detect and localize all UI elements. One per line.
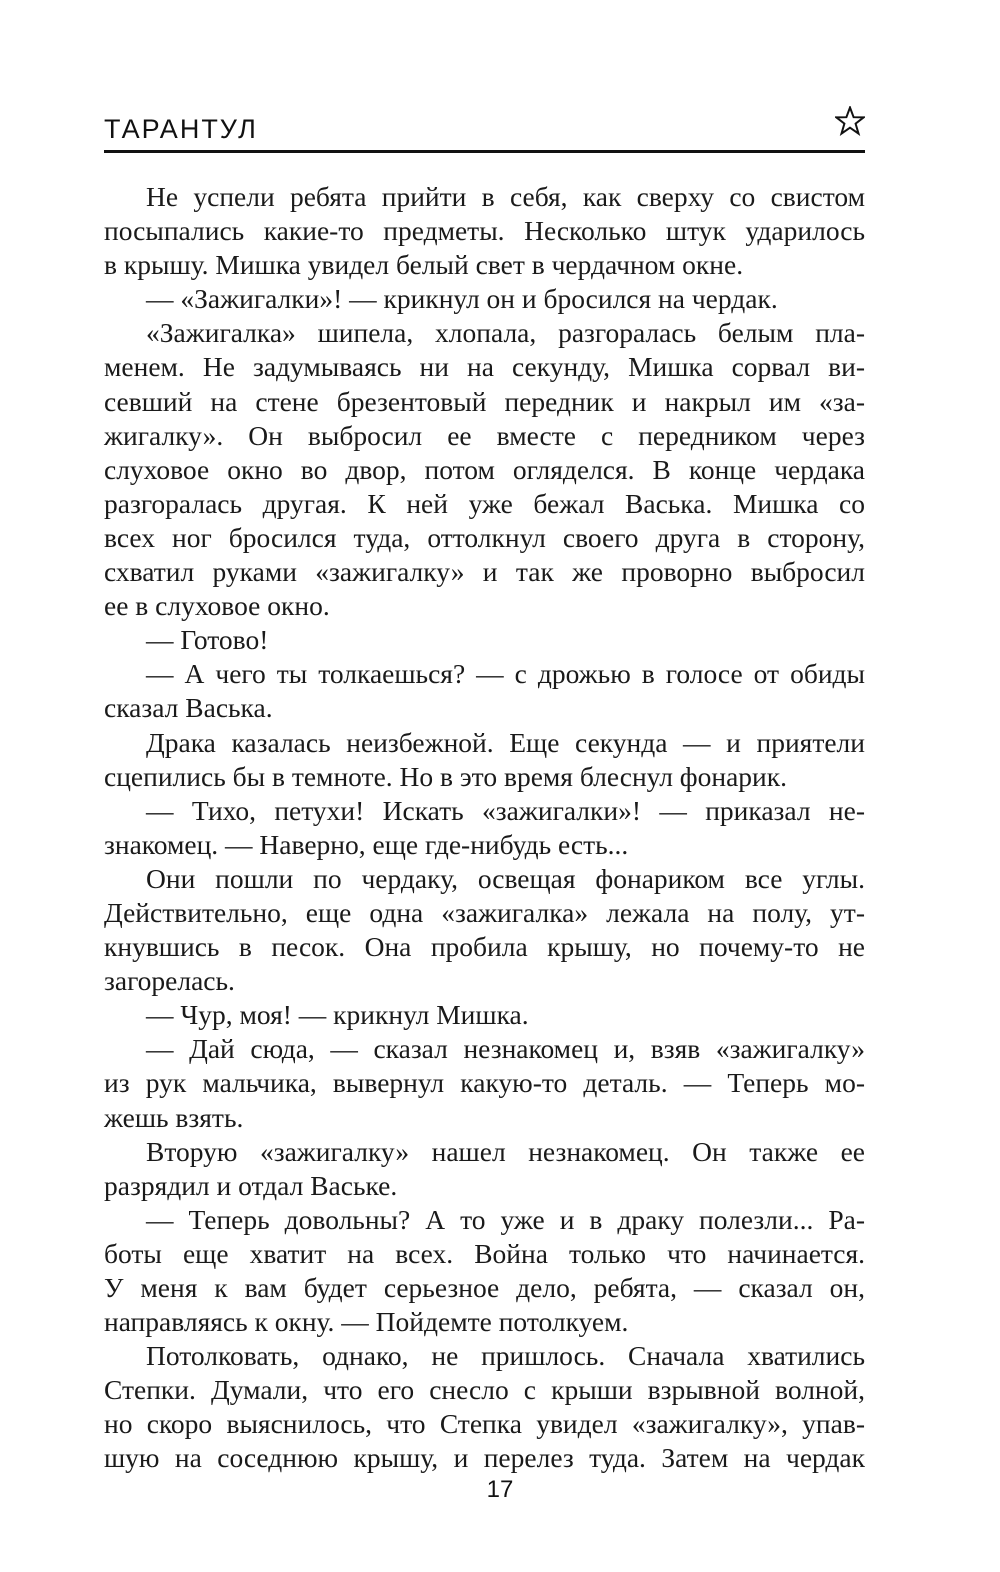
text-line: менем. Не задумываясь ни на секунду, Мишка сорвал ви- bbox=[104, 351, 865, 383]
text-line: Действительно, еще одна «зажигалка» лежала на полу, ут- bbox=[104, 896, 865, 928]
text-line: — А чего ты толкаешься? — с дрожью в голосе от обиды bbox=[146, 658, 865, 690]
text-line: всех ног бросился туда, оттолкнул своего друга в сторону, bbox=[104, 521, 865, 553]
text-line: слуховое окно во двор, потом огляделся. В конце чердака bbox=[104, 453, 865, 485]
text-line: направляясь к окну. — Пойдемте потолкуем. bbox=[104, 1306, 629, 1338]
text-line: разрядил и отдал Ваське. bbox=[104, 1169, 398, 1201]
text-line: жигалку». Он выбросил ее вместе с передником через bbox=[104, 419, 865, 451]
text-line: — Дай сюда, — сказал незнакомец и, взяв «зажигалку» bbox=[146, 1033, 865, 1065]
text-line: в крышу. Мишка увидел белый свет в чердачном окне. bbox=[104, 249, 744, 281]
text-line: шую на соседнюю крышу, и перелез туда. Затем на чердак bbox=[104, 1442, 865, 1474]
running-header-title: ТАРАНТУЛ bbox=[104, 114, 258, 144]
text-line: посыпались какие-то предметы. Несколько штук ударилось bbox=[104, 215, 865, 247]
text-line: — Готово! bbox=[146, 624, 269, 656]
text-line: из рук мальчика, вывернул какую-то деталь. — Теперь мо- bbox=[104, 1067, 865, 1099]
star-outline-icon bbox=[835, 106, 865, 136]
text-line: Драка казалась неизбежной. Еще секунда — и приятели bbox=[146, 726, 865, 758]
text-line: сцепились бы в темноте. Но в это время блеснул фонарик. bbox=[104, 760, 788, 792]
text-line: сказал Васька. bbox=[104, 692, 273, 724]
text-line: ее в слуховое окно. bbox=[104, 590, 330, 622]
running-header bbox=[104, 106, 865, 153]
text-line: «Зажигалка» шипела, хлопала, разгоралась белым пла- bbox=[146, 317, 865, 349]
text-line: — «Зажигалки»! — крикнул он и бросился на чердак. bbox=[146, 283, 778, 315]
text-line: жешь взять. bbox=[104, 1101, 244, 1133]
text-line: Они пошли по чердаку, освещая фонариком все углы. bbox=[146, 862, 865, 894]
text-line: загорелась. bbox=[104, 965, 235, 997]
text-line: знакомец. — Наверно, еще где-нибудь есть... bbox=[104, 828, 629, 860]
text-line: Степки. Думали, что его снесло с крыши взрывной волной, bbox=[104, 1374, 865, 1406]
text-line: кнувшись в песок. Она пробила крышу, но почему-то не bbox=[104, 931, 865, 963]
text-line: севший на стене брезентовый передник и накрыл им «за- bbox=[104, 385, 865, 417]
text-line: Не успели ребята прийти в себя, как сверху со свистом bbox=[146, 181, 865, 212]
text-line: — Чур, моя! — крикнул Мишка. bbox=[146, 999, 529, 1031]
text-line: схватил руками «зажигалку» и так же проворно выбросил bbox=[104, 556, 865, 588]
text-line: боты еще хватит на всех. Война только что начинается. bbox=[104, 1237, 865, 1269]
text-line: Вторую «зажигалку» нашел незнакомец. Он также ее bbox=[146, 1135, 865, 1167]
text-line: разгоралась другая. К ней уже бежал Васька. Мишка со bbox=[104, 487, 865, 519]
page-number: 17 bbox=[486, 1476, 514, 1503]
text-line: — Теперь довольны? А то уже и в драку полезли... Ра- bbox=[146, 1203, 865, 1235]
text-line: У меня к вам будет серьезное дело, ребята, — сказал он, bbox=[104, 1272, 865, 1303]
text-line: Потолковать, однако, не пришлось. Сначала хватились bbox=[146, 1340, 865, 1372]
text-line: но скоро выяснилось, что Степка увидел «зажигалку», упав- bbox=[104, 1408, 865, 1440]
text-line: — Тихо, петухи! Искать «зажигалки»! — приказал не- bbox=[146, 794, 865, 826]
body-text bbox=[104, 180, 865, 1476]
